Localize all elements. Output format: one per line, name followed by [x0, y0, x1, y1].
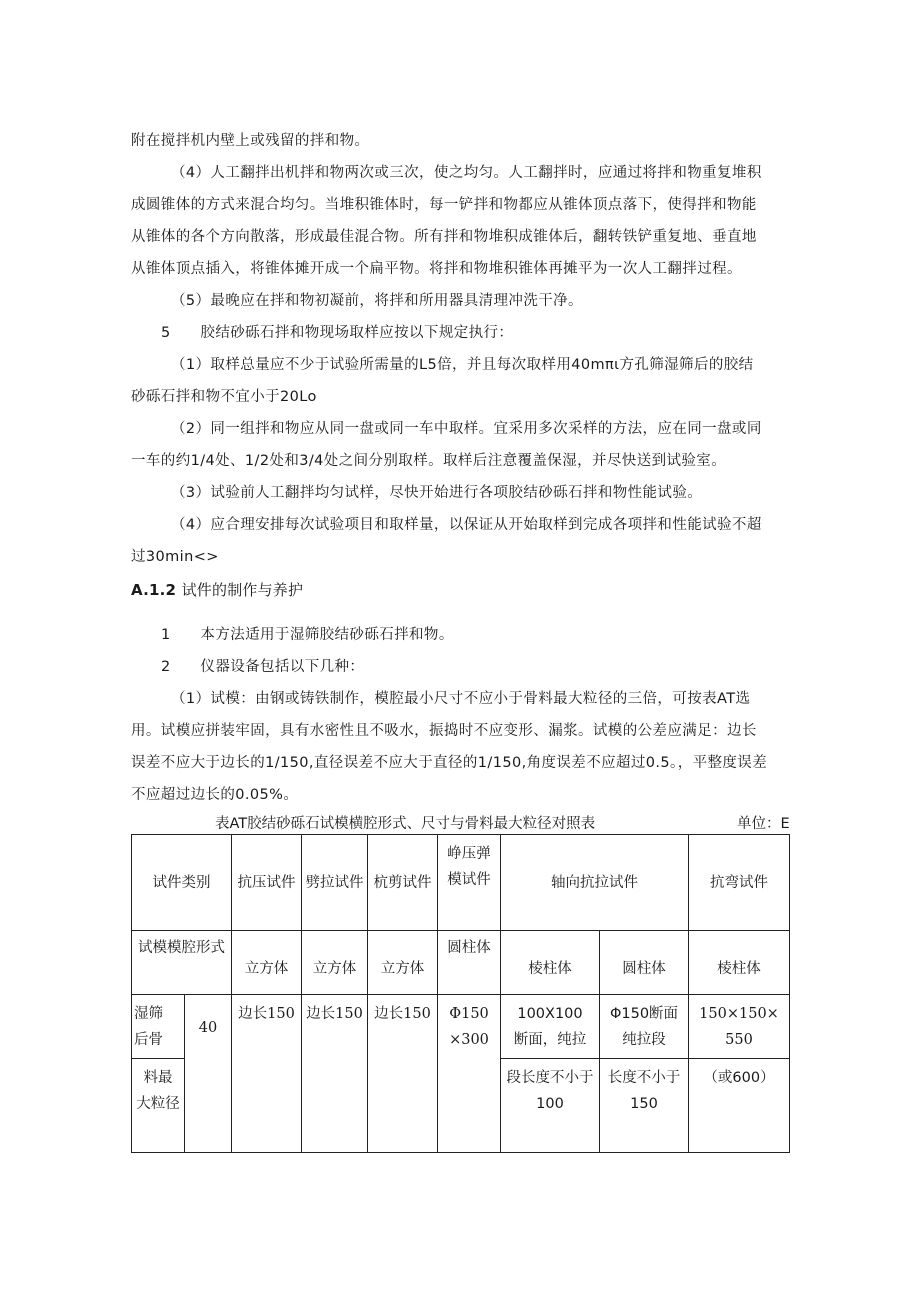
paragraph-text: 砂砾石拌和物不宜小于20Lo — [131, 389, 317, 405]
table-cell: Φ150 ×300 — [438, 995, 501, 1153]
table-cell: 棱柱体 — [501, 931, 600, 995]
paragraph-text: 从锥体的各个方向散落，形成最佳混合物。所有拌和物堆积成锥体后，翻转铁铲重复地、垂直地 — [131, 229, 757, 245]
header-cell: 杭剪试件 — [368, 835, 438, 931]
table-row — [132, 995, 790, 1059]
table-caption: 表AT胶结砂砾石试模横腔形式、尺寸与骨料最大粒径对照表 — [215, 816, 596, 832]
header-cell: 轴向抗拉试件 — [501, 835, 689, 931]
header-cell: 试件类别 — [132, 835, 232, 931]
paragraph-text: 从锥体顶点插入，将锥体摊开成一个扁平物。将拌和物堆积锥体再摊平为一次人工翻拌过程。 — [131, 261, 742, 277]
paragraph-text: 2 仪器设备包括以下几种： — [161, 659, 365, 675]
table-cell: 边长150 — [302, 995, 368, 1153]
paragraph-text: 附在搅拌机内壁上或残留的拌和物。 — [131, 133, 370, 149]
table-cell: 边长150 — [232, 995, 302, 1153]
header-cell: 抗弯试件 — [689, 835, 790, 931]
section-title: 试件的制作与养护 — [181, 581, 304, 599]
header-cell: 峥压弹 模试件 — [438, 835, 501, 931]
table-unit: 单位：E — [737, 816, 790, 832]
paragraph-text: （3）试验前人工翻拌均匀试样，尽快开始进行各项胶结砂砾石拌和物性能试验。 — [171, 485, 703, 501]
table-cell: 100X100 断面，纯拉 — [501, 995, 600, 1059]
section-heading — [131, 574, 791, 606]
paragraph-text: 5 胶结砂砾石拌和物现场取样应按以下规定执行： — [161, 325, 514, 341]
table-cell: （或600） — [689, 1059, 790, 1153]
paragraph-text: （4）人工翻拌出机拌和物两次或三次，使之均匀。人工翻拌时，应通过将拌和物重复堆积 — [171, 165, 762, 181]
row-label-cell: 湿筛 后骨 — [132, 995, 185, 1059]
paragraph-text: 一车的约1/4处、1/2处和3/4处之间分别取样。取样后注意覆盖保湿，并尽快送到试验室。 — [131, 453, 727, 469]
paragraph-text: （5）最晚应在拌和物初凝前，将拌和所用器具清理冲洗干净。 — [171, 293, 583, 309]
paragraph-text: 1 本方法适用于湿筛胶结砂砾石拌和物。 — [161, 627, 454, 643]
row-label-cell: 料最 大粒径 — [132, 1059, 185, 1153]
table-row — [132, 931, 790, 995]
paragraph-text: 过30min<> — [131, 549, 219, 565]
table-cell: 150×150× 550 — [689, 995, 790, 1059]
specimen-table — [131, 834, 790, 1153]
table-cell: 段长度不小于 100 — [501, 1059, 600, 1153]
section-number: A.1.2 — [131, 581, 177, 599]
header-cell: 试模模腔形式 — [132, 931, 232, 995]
table-cell: Φ150断面 纯拉段 — [600, 995, 689, 1059]
table-cell: 圆柱体 — [438, 931, 501, 995]
paragraph-text: 误差不应大于边长的1/150,直径误差不应大于直径的1/150,角度误差不应超过0.5。，平整度误差 — [131, 755, 768, 771]
paragraph-text: （4）应合理安排每次试验项目和取样量，以保证从开始取样到完成各项拌和性能试验不超 — [171, 517, 762, 533]
header-cell: 抗压试件 — [232, 835, 302, 931]
paragraph-text: （1）试模：由钢或铸铁制作，模腔最小尺寸不应小于骨料最大粒径的三倍，可按表AT选 — [171, 691, 751, 707]
table-cell: 立方体 — [368, 931, 438, 995]
table-cell: 边长150 — [368, 995, 438, 1153]
table-cell: 棱柱体 — [689, 931, 790, 995]
paragraph-text: （2）同一组拌和物应从同一盘或同一车中取样。宜采用多次采样的方法，应在同一盘或同 — [171, 421, 762, 437]
table-row — [132, 835, 790, 931]
paragraph-text: 用。试模应拼装牢固，具有水密性且不吸水，振捣时不应变形、漏浆。试模的公差应满足：边长 — [131, 723, 757, 739]
table-cell: 长度不小于 150 — [600, 1059, 689, 1153]
header-cell: 劈拉试件 — [302, 835, 368, 931]
table-cell: 40 — [185, 995, 232, 1153]
table-cell: 立方体 — [302, 931, 368, 995]
paragraph-text: （1）取样总量应不少于试验所需量的L5倍，并且每次取样用40mπι方孔筛湿筛后的胶结 — [171, 357, 754, 373]
table-cell: 立方体 — [232, 931, 302, 995]
paragraph-text: 不应超过边长的0.05%。 — [131, 787, 299, 803]
table-cell: 圆柱体 — [600, 931, 689, 995]
paragraph-text: 成圆锥体的方式来混合均匀。当堆积锥体时，每一铲拌和物都应从锥体顶点落下，使得拌和物能 — [131, 197, 757, 213]
